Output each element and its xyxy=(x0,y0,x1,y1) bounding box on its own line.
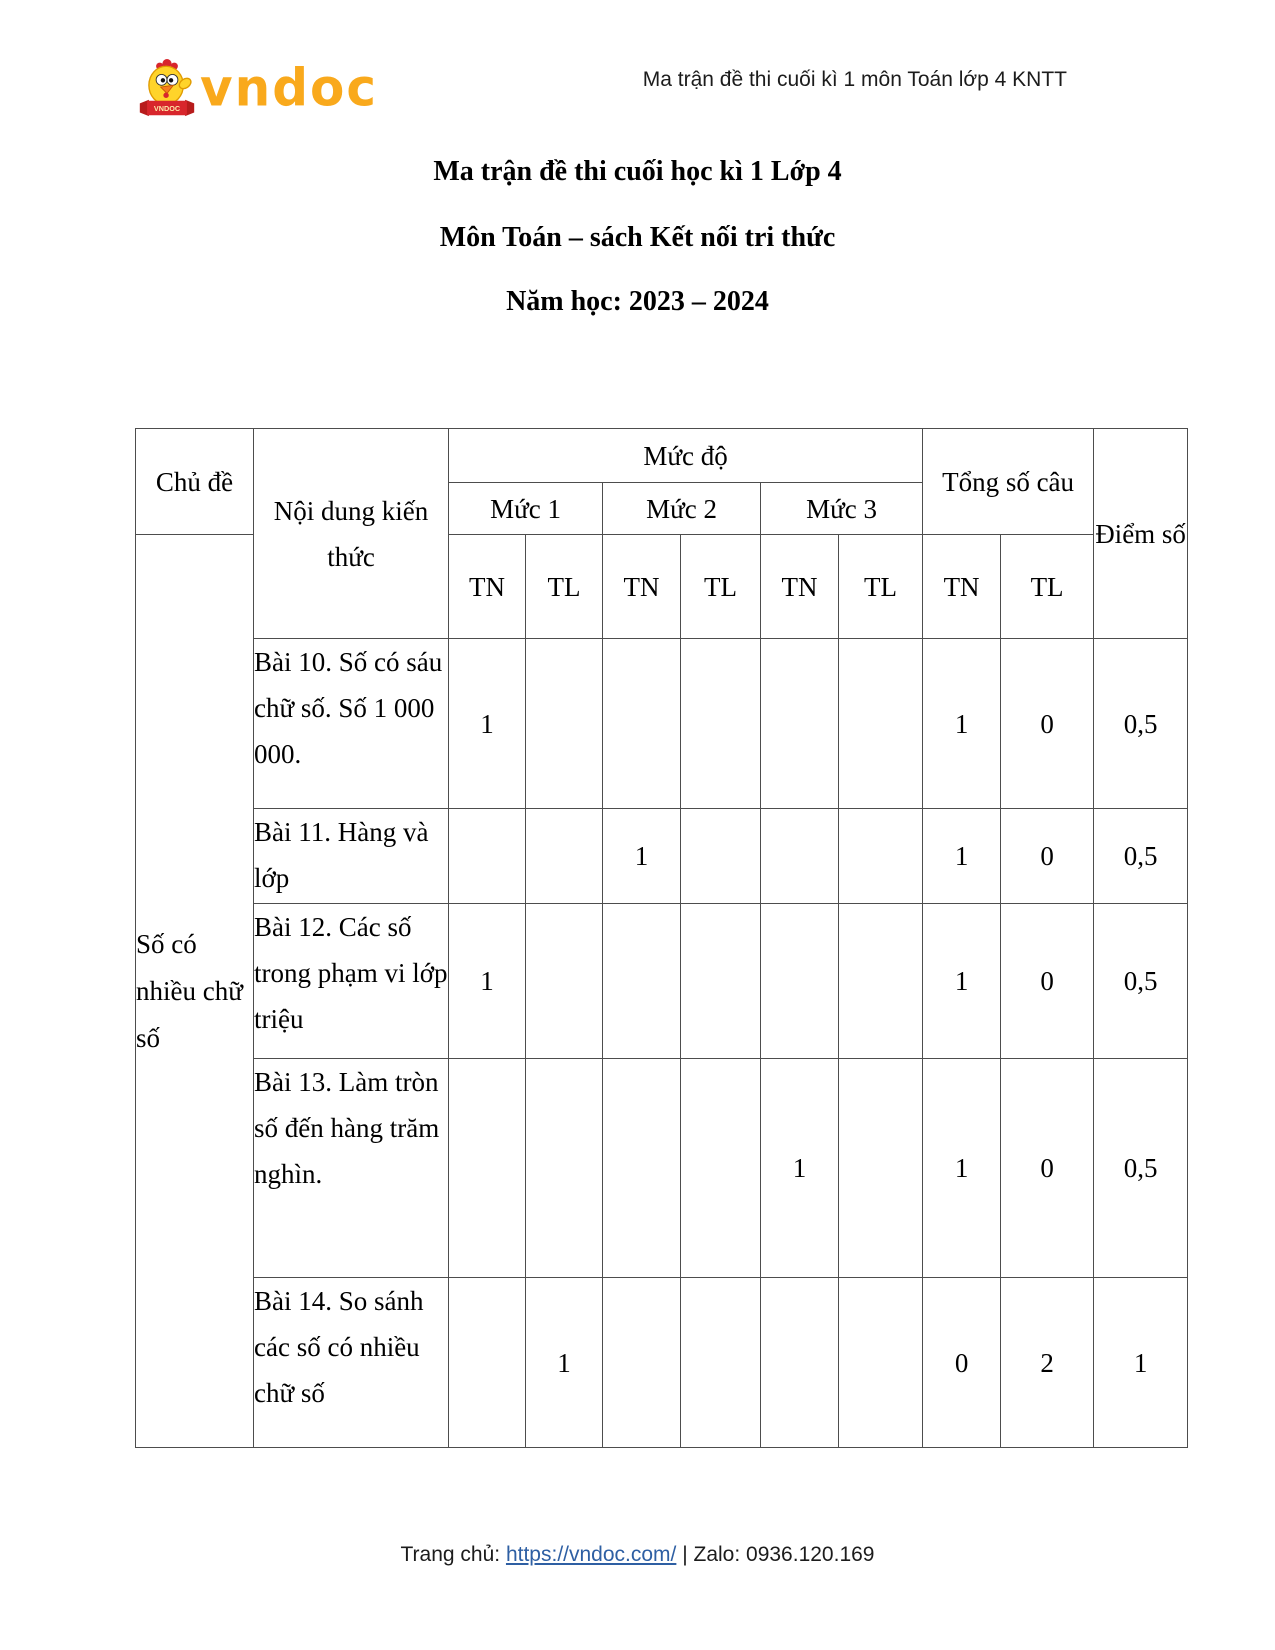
cell-m1-tn xyxy=(449,809,526,904)
doc-title-line-3: Năm học: 2023 – 2024 xyxy=(506,286,769,317)
header-muc-do: Mức độ xyxy=(449,429,923,483)
cell-m2-tl xyxy=(681,1059,761,1278)
cell-diem: 0,5 xyxy=(1094,1059,1188,1278)
footer-home-link[interactable]: https://vndoc.com/ xyxy=(505,1543,677,1566)
table-row-bai-14 xyxy=(136,1278,1188,1448)
cell-m2-tl xyxy=(681,639,761,809)
footer-separator: | xyxy=(676,1543,694,1566)
cell-m2-tl xyxy=(681,1278,761,1448)
cell-m3-tn: 1 xyxy=(761,1059,839,1278)
table-row-bai-10 xyxy=(136,639,1188,809)
cell-diem: 1 xyxy=(1094,1278,1188,1448)
header-tl-m3: TL xyxy=(839,535,923,639)
header-muc-3: Mức 3 xyxy=(761,483,923,535)
cell-m2-tn xyxy=(603,904,681,1059)
footer-zalo: Zalo: 0936.120.169 xyxy=(693,1543,875,1566)
cell-total-tl: 0 xyxy=(1001,904,1094,1059)
table-row-bai-13 xyxy=(136,1059,1188,1278)
doc-title-line-1: Ma trận đề thi cuối học kì 1 Lớp 4 xyxy=(433,156,842,187)
exam-matrix-table xyxy=(135,428,1188,1448)
header-chu-de: Chủ đề xyxy=(136,429,254,535)
cell-m2-tn: 1 xyxy=(603,809,681,904)
cell-m3-tn xyxy=(761,809,839,904)
cell-m3-tl xyxy=(839,1278,923,1448)
header-note: Ma trận đề thi cuối kì 1 môn Toán lớp 4 KNTT xyxy=(642,68,1067,91)
topic-cell: Số có nhiều chữ số xyxy=(136,535,254,1448)
table-row-bai-12 xyxy=(136,904,1188,1059)
cell-m3-tn xyxy=(761,639,839,809)
cell-total-tl: 0 xyxy=(1001,1059,1094,1278)
row-content-cell: Bài 11. Hàng và lớp xyxy=(254,809,449,904)
cell-m3-tl xyxy=(839,809,923,904)
cell-total-tn: 1 xyxy=(923,1059,1001,1278)
header-muc-1: Mức 1 xyxy=(449,483,603,535)
cell-m3-tl xyxy=(839,639,923,809)
cell-m1-tl xyxy=(526,1059,603,1278)
row-content-cell: Bài 12. Các số trong phạm vi lớp triệu xyxy=(254,904,449,1059)
cell-m2-tl xyxy=(681,904,761,1059)
header-diem-so: Điểm số xyxy=(1094,429,1188,639)
header-tl-m2: TL xyxy=(681,535,761,639)
cell-total-tl: 2 xyxy=(1001,1278,1094,1448)
header-tong-so-cau: Tổng số câu xyxy=(923,429,1094,535)
header-row-1 xyxy=(136,429,1188,483)
page-footer xyxy=(0,1543,1275,1567)
footer-home-label: Trang chủ: xyxy=(400,1543,506,1566)
cell-m3-tn xyxy=(761,904,839,1059)
cell-diem: 0,5 xyxy=(1094,904,1188,1059)
cell-total-tn: 1 xyxy=(923,809,1001,904)
row-content-cell: Bài 10. Số có sáu chữ số. Số 1 000 000. xyxy=(254,639,449,809)
cell-m2-tn xyxy=(603,1059,681,1278)
vndoc-logo xyxy=(138,56,378,120)
cell-total-tl: 0 xyxy=(1001,809,1094,904)
header-tn-m3: TN xyxy=(761,535,839,639)
header-tl-total: TL xyxy=(1001,535,1094,639)
logo-ribbon-text: VNDOC xyxy=(153,104,181,114)
chicken-mascot-icon xyxy=(138,56,196,120)
cell-m2-tl xyxy=(681,809,761,904)
header-muc-2: Mức 2 xyxy=(603,483,761,535)
cell-total-tn: 0 xyxy=(923,1278,1001,1448)
cell-total-tn: 1 xyxy=(923,904,1001,1059)
cell-diem: 0,5 xyxy=(1094,639,1188,809)
cell-m1-tn xyxy=(449,1059,526,1278)
logo-wordmark: vndoc xyxy=(200,57,378,119)
cell-m1-tl xyxy=(526,904,603,1059)
cell-m1-tl xyxy=(526,639,603,809)
cell-m3-tl xyxy=(839,904,923,1059)
cell-m2-tn xyxy=(603,1278,681,1448)
header-tn-m2: TN xyxy=(603,535,681,639)
header-noi-dung: Nội dung kiến thức xyxy=(254,429,449,639)
header-tn-m1: TN xyxy=(449,535,526,639)
cell-diem: 0,5 xyxy=(1094,809,1188,904)
doc-title-line-2: Môn Toán – sách Kết nối tri thức xyxy=(439,222,836,253)
cell-m1-tn: 1 xyxy=(449,639,526,809)
cell-m3-tl xyxy=(839,1059,923,1278)
cell-m1-tl xyxy=(526,809,603,904)
header-tn-total: TN xyxy=(923,535,1001,639)
cell-total-tl: 0 xyxy=(1001,639,1094,809)
header-tl-m1: TL xyxy=(526,535,603,639)
row-content-cell: Bài 13. Làm tròn số đến hàng trăm nghìn. xyxy=(254,1059,449,1278)
cell-m3-tn xyxy=(761,1278,839,1448)
cell-total-tn: 1 xyxy=(923,639,1001,809)
row-content-cell: Bài 14. So sánh các số có nhiều chữ số xyxy=(254,1278,449,1448)
cell-m1-tn xyxy=(449,1278,526,1448)
cell-m2-tn xyxy=(603,639,681,809)
cell-m1-tn: 1 xyxy=(449,904,526,1059)
cell-m1-tl: 1 xyxy=(526,1278,603,1448)
table-row-bai-11 xyxy=(136,809,1188,904)
